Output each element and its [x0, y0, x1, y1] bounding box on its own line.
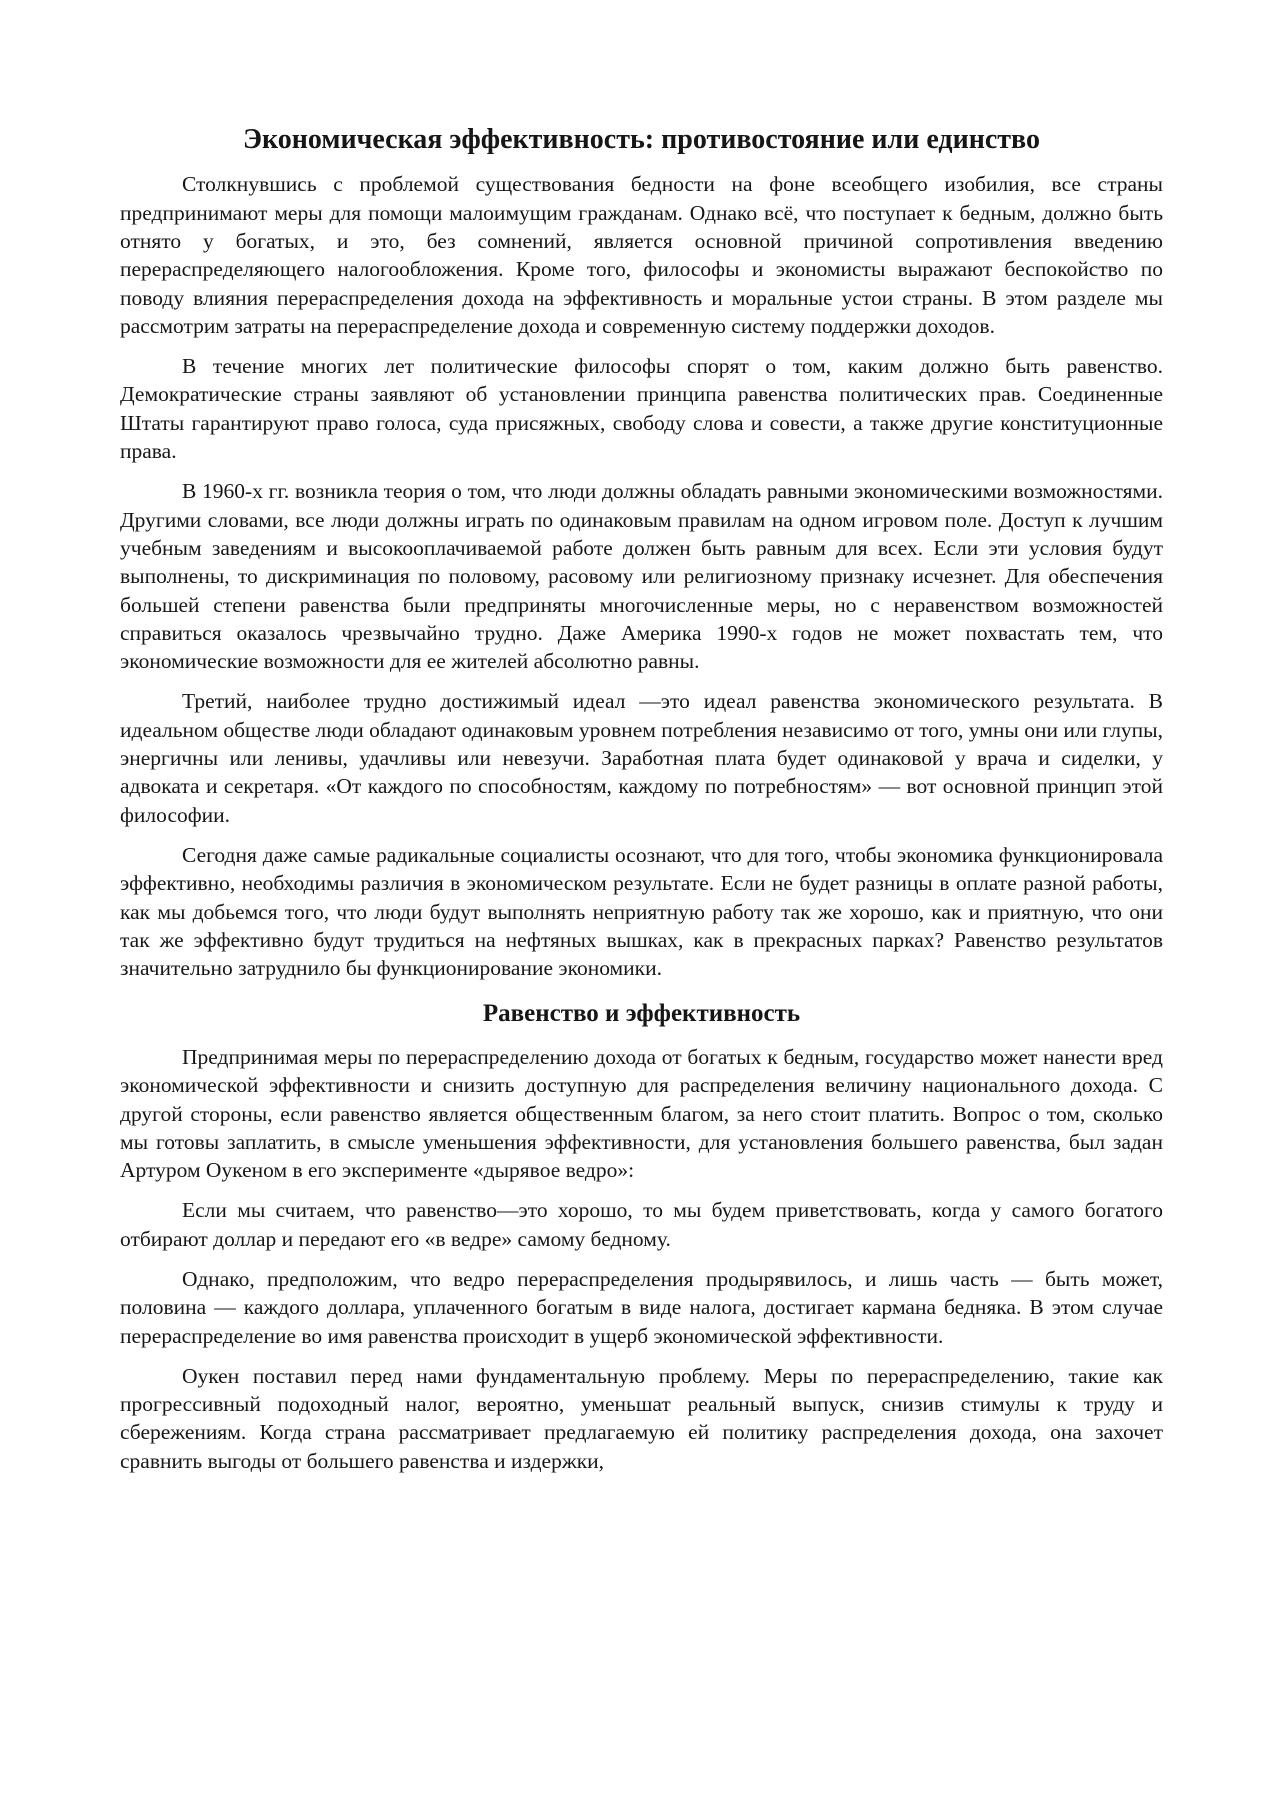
paragraph-equal-outcome: Третий, наиболее трудно достижимый идеал —это идеал равенства экономического результата. В идеальном обществе люди обладают одинаковым уровнем потребления независимо от того, умны они или глупы, энергичны или ленивы, удачливы или невезучи. Заработная плата будет одинаковой у врача и сиделки, у адвоката и секретаря. «От каждого по способностям, каждому по потребностям» — вот основной принцип этой философии.: [120, 689, 1163, 827]
paragraph-radical-socialists: Сегодня даже самые радикальные социалисты осознают, что для того, чтобы экономика функционировала эффективно, необходимы различия в экономическом результате. Если не будет разницы в оплате разной работы, как мы добьемся того, что люди будут выполнять неприятную работу так же хорошо, как и приятную, что они так же эффективно будут трудиться на нефтяных вышках, как в прекрасных парках? Равенство результатов значительно затруднило бы функционирование экономики.: [120, 842, 1163, 981]
paragraph-political-equality: В течение многих лет политические философы спорят о том, каким должно быть равенство. Демократические страны заявляют об установлении принципа равенства политических прав. Соединенные Штаты гарантируют право голоса, суда присяжных, свободу слова и совести, а также другие конституционные права.: [120, 354, 1163, 464]
paragraph-okun-problem: Оукен поставил перед нами фундаментальную проблему. Меры по перераспределению, такие как прогрессивный подоходный налог, вероятно, уменьшат реальный выпуск, снизив стимулы к труду и сбережениям. Когда страна рассматривает предлагаемую ей политику распределения дохода, она захочет сравнить выгоды от большего равенства и издержки,: [120, 1363, 1163, 1473]
paragraph-equal-opportunity: В 1960-х гг. возникла теория о том, что люди должны обладать равными экономическими возможностями. Другими словами, все люди должны играть по одинаковым правилам на одном игровом поле. Доступ к лучшим учебным заведениям и высокооплачиваемой работе должен быть равным для всех. Если эти условия будут выполнены, то дискриминация по половому, расовому или религиозному признаку исчезнет. Для обеспечения большей степени равенства были предприняты многочисленные меры, но с неравенством возможностей справиться оказалось чрезвычайно трудно. Даже Америка 1990-х годов не может похвастать тем, что экономические возможности для ее жителей абсолютно равны.: [120, 479, 1163, 674]
document-title: Экономическая эффективность: противостояние или единство: [243, 124, 1040, 155]
paragraph-redistribution-harm: Предпринимая меры по перераспределению дохода от богатых к бедным, государство может нанести вред экономической эффективности и снизить доступную для распределения величину национального дохода. С другой стороны, если равенство является общественным благом, за него стоит платить. Вопрос о том, сколько мы готовы заплатить, в смысле уменьшения эффективности, для установления большего равенства, был задан Артуром Оукеном в его эксперименте «дырявое ведро»:: [120, 1044, 1163, 1183]
section-heading: Равенство и эффективность: [482, 1000, 801, 1028]
paragraph-poverty-redistribution: Столкнувшись с проблемой существования бедности на фоне всеобщего изобилия, все страны предпринимают меры для помощи малоимущим гражданам. Однако всё, что поступает к бедным, должно быть отнято у богатых, и это, без сомнений, является основной причиной сопротивления введению перераспределяющего налогообложения. Кроме того, философы и экономисты выражают беспокойство по поводу влияния перераспределения дохода на эффективность и моральные устои страны. В этом разделе мы рассмотрим затраты на перераспределение дохода и современную систему поддержки доходов.: [120, 172, 1163, 338]
paragraph-leaky-bucket-quote: Если мы считаем, что равенство—это хорошо, то мы будем приветствовать, когда у самого богатого отбирают доллар и передают его «в ведре» самому бедному.: [120, 1198, 1163, 1251]
paragraph-leaky-bucket-half: Однако, предположим, что ведро перераспределения продырявилось, и лишь часть — быть может, половина — каждого доллара, уплаченного богатым в виде налога, достигает кармана бедняка. В этом случае перераспределение во имя равенства происходит в ущерб экономической эффективности.: [120, 1266, 1163, 1348]
